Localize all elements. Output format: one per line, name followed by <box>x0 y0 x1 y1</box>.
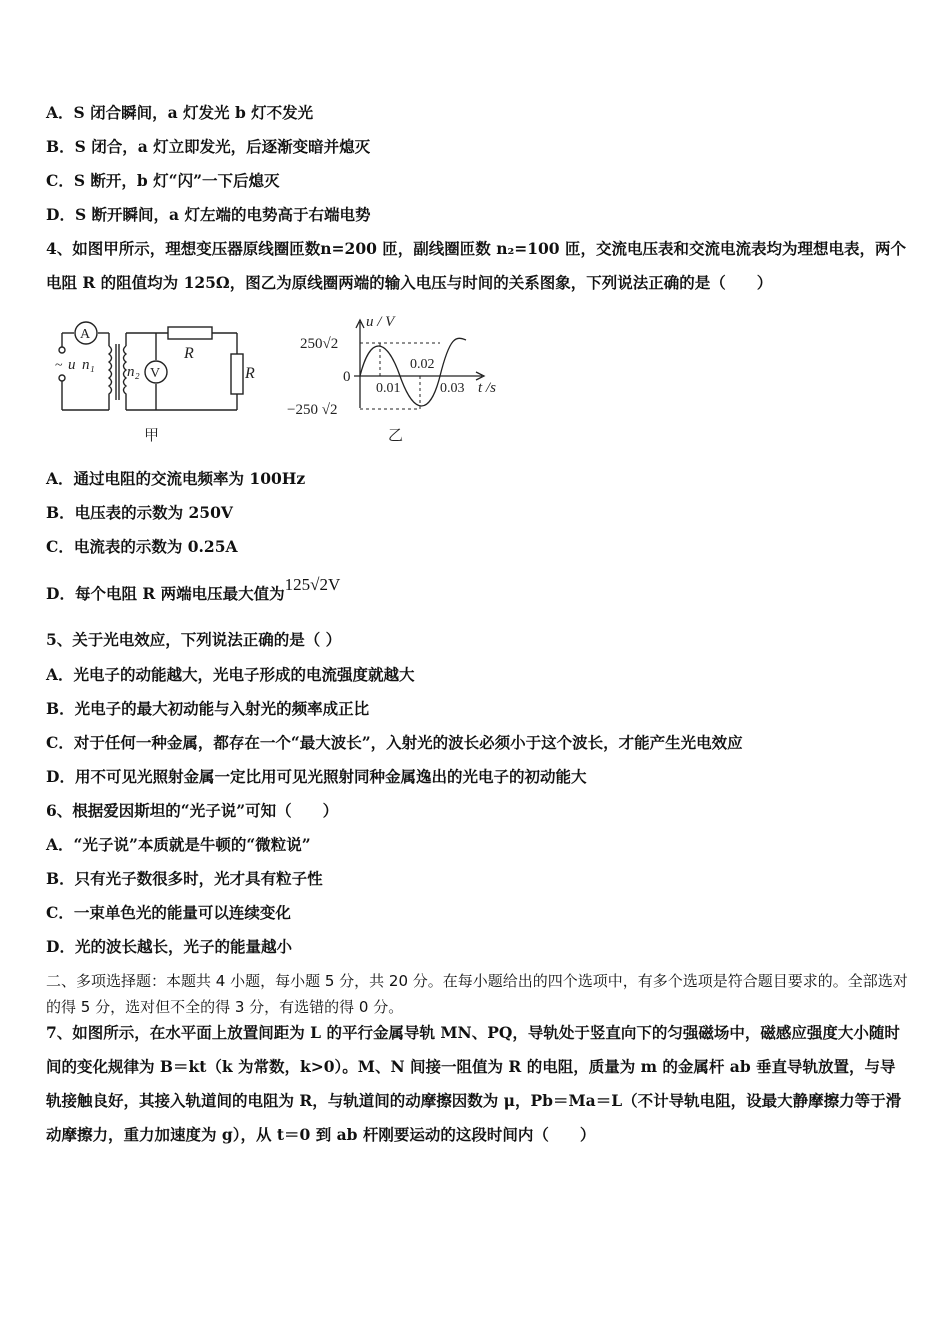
q6-stem: 6、根据爱因斯坦的“光子说”可知（ ） <box>46 801 339 820</box>
resistor-top <box>168 327 212 339</box>
q5-option-a: A．光电子的动能越大，光电子形成的电流强度就越大 <box>46 665 415 684</box>
q5-option-c: C．对于任何一种金属，都存在一个“最大波长”，入射光的波长必须小于这个波长，才能产生光电效应 <box>46 733 743 752</box>
q3-option-c: C．S 断开，b 灯“闪”一下后熄灭 <box>46 171 280 190</box>
q6-option-a: A．“光子说”本质就是牛顿的“微粒说” <box>46 835 311 854</box>
q6-option-d: D．光的波长越长，光子的能量越小 <box>46 937 292 956</box>
tick-002: 0.02 <box>410 357 435 372</box>
resistor-right <box>231 354 243 394</box>
r-right-label: R <box>245 365 255 382</box>
q3-option-a: A．S 闭合瞬间，a 灯发光 b 灯不发光 <box>46 103 314 122</box>
q3-option-b: B．S 闭合，a 灯立即发光，后逐渐变暗并熄灭 <box>46 137 371 156</box>
tick-001: 0.01 <box>376 381 401 396</box>
figure-b-caption: 乙 <box>388 428 404 444</box>
u-label: u <box>68 357 76 373</box>
y-min-label: −250 √2 <box>287 402 338 418</box>
q3-option-d: D．S 断开瞬间，a 灯左端的电势高于右端电势 <box>46 205 371 224</box>
q6-option-b: B．只有光子数很多时，光才具有粒子性 <box>46 869 323 888</box>
q4-option-b: B．电压表的示数为 250V <box>46 503 233 522</box>
q4-option-d-text: D．每个电阻 R 两端电压最大值为 <box>46 584 285 603</box>
y-max-label: 250√2 <box>300 336 339 352</box>
tick-003: 0.03 <box>440 381 465 396</box>
q5-stem: 5、关于光电效应，下列说法正确的是（ ） <box>46 630 342 649</box>
q4-option-c: C．电流表的示数为 0.25A <box>46 537 238 556</box>
ac-source-label: ~ <box>55 358 63 373</box>
q4-option-a: A．通过电阻的交流电频率为 100Hz <box>46 469 306 488</box>
q7-stem: 7、如图所示，在水平面上放置间距为 L 的平行金属导轨 MN、PQ，导轨处于竖直向下的匀强磁场中，磁感应强度大小随时间的变化规律为 B＝kt（k 为常数，k>0）。M、N 间接一阻值为 R 的电阻，质量为 m 的金属杆 ab 垂直导轨放置，与导轨接触良好，其接入轨道间的电阻为 R，与轨道间的动摩擦因数为 μ，Pb＝Ma＝L（不计导轨电阻，设最大静摩擦力等于滑动摩擦力，重力加速度为 g），从 t＝0 到 ab 杆刚要运动的这段时间内（ ） <box>46 1023 902 1144</box>
q4-option-d-math: 125√2V <box>284 575 341 594</box>
figure-voltage-graph <box>282 310 512 446</box>
ammeter-label: A <box>80 327 91 342</box>
q5-option-b: B．光电子的最大初动能与入射光的频率成正比 <box>46 699 370 718</box>
q4-stem: 4、如图甲所示，理想变压器原线圈匝数n=200 匝，副线圈匝数 n₂=100 匝，交流电压表和交流电流表均为理想电表，两个电阻 R 的阻值均为 125Ω，图乙为原线圈两端的输入电压与时间的关系图象，下列说法正确的是（ ） <box>46 239 906 292</box>
q6-option-c: C．一束单色光的能量可以连续变化 <box>46 903 291 922</box>
q4-option-d <box>46 575 341 604</box>
figure-a-caption: 甲 <box>144 428 160 444</box>
section-2-heading: 二、多项选择题：本题共 4 小题，每小题 5 分，共 20 分。在每小题给出的四个选项中，有多个选项是符合题目要求的。全部选对的得 5 分，选对但不全的得 3 分，有选错的得 0 分。 <box>46 972 908 1016</box>
q5-option-d: D．用不可见光照射金属一定比用可见光照射同种金属逸出的光电子的初动能大 <box>46 767 587 786</box>
figure-circuit <box>52 316 262 446</box>
n2-label: n₂ <box>127 364 140 380</box>
n1-label: n₁ <box>82 357 95 373</box>
x-axis-label: t /s <box>478 380 496 396</box>
y-axis-label: u / V <box>366 314 395 330</box>
origin-label: 0 <box>343 369 351 385</box>
voltmeter-label: V <box>150 366 161 381</box>
r-top-label: R <box>184 345 194 362</box>
